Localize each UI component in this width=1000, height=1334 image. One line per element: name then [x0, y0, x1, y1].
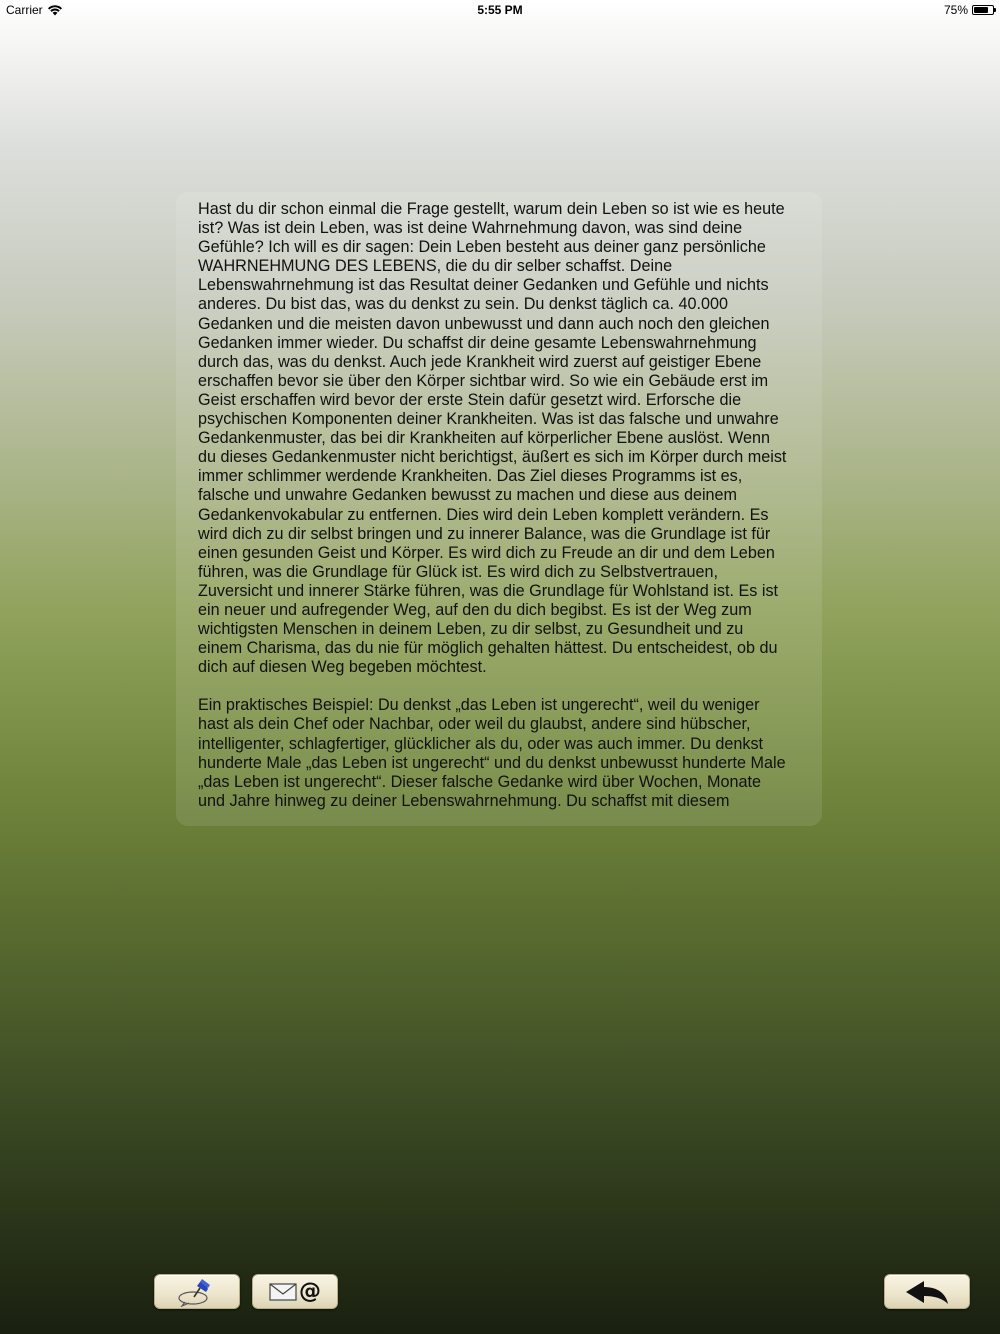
carrier-label: Carrier [6, 3, 43, 17]
pin-button[interactable] [154, 1274, 240, 1309]
mail-button[interactable] [252, 1274, 338, 1309]
status-bar [0, 0, 1000, 22]
battery-level-fill [974, 7, 988, 13]
envelope-icon [269, 1282, 297, 1302]
at-sign-icon: @ [299, 1279, 321, 1304]
battery-indicator [944, 3, 994, 17]
body-paragraph-2: Ein praktisches Beispiel: Du denkst „das Leben ist ungerecht“, weil du weniger hast als dein Chef oder Nachbar, oder weil du glaubst, andere sind hübscher, intelligenter, schlagfertiger, glücklicher als du, oder was auch immer. Du denkst hunderte Male „das Leben ist ungerecht“ und du denkst unbewusst hunderte Male „das Leben ist ungerecht“. Dieser falsche Gedanke wird über Wochen, Monate und Jahre hinweg zu deiner Lebenswahrnehmung. Du schaffst mit diesem [198, 696, 786, 810]
body-paragraph-1: Hast du dir schon einmal die Frage gestellt, warum dein Leben so ist wie es heute ist? Was ist dein Leben, was ist deine Wahrnehmung davon, was sind deine Gefühle? Ich will es dir sagen: Dein Leben besteht aus deiner ganz persönliche WAHRNEHMUNG DES LEBENS, die du dir selber schaffst. Deine Lebenswahrnehmung ist das Resultat deiner Gedanken und Gefühle und nichts anderes. Du bist das, was du denkst zu sein. Du denkst täglich ca. 40.000 Gedanken und die meisten davon unbewusst und dann auch noch den gleichen Gedanken immer wieder. Du schaffst dir deine gesamte Lebenswahrnehmung durch das, was du denkst. Auch jede Krankheit wird zuerst auf geistiger Ebene erschaffen bevor sie über den Körper sichtbar wird. So wie ein Gebäude erst im Geist erschaffen wird bevor der erste Stein dafür gesetzt wird. Erforsche die psychischen Komponenten deiner Krankheiten. Was ist das falsche und unwahre Gedankenmuster, das bei dir Krankheiten auf körperlicher Ebene auslöst. Wenn du dieses Gedankenmuster nicht berichtigst, äußert es sich im Körper durch meist immer schlimmer werdende Krankheiten. Das Ziel dieses Programms ist es, falsche und unwahre Gedanken bewusst zu machen und diese aus deinem Gedankenvokabular zu entfernen. Dies wird dein Leben komplett verändern. Es wird dich zu dir selbst bringen und zu innerer Balance, was die Grundlage ist für einen gesunden Geist und Körper. Es wird dich zu Freude an dir und dem Leben führen, was die Grundlage für Glück ist. Es wird dich zu Selbstvertrauen, Zuversicht und innerer Stärke führen, was die Grundlage für Wohlstand ist. Es ist ein neuer und aufregender Weg, auf den du dich begibst. Es ist der Weg zum wichtigsten Menschen in deinem Leben, zu dir selbst, zu Gesundheit und zu einem Charisma, das du nie für möglich gehalten hättest. Du entscheidest, ob du dich auf diesen Weg begeben möchtest. [198, 200, 787, 677]
status-time: 5:55 PM [477, 3, 523, 17]
back-arrow-icon [902, 1278, 952, 1306]
battery-icon [972, 5, 994, 15]
pushpin-speech-bubble-icon [177, 1277, 217, 1307]
battery-percent: 75% [943, 3, 968, 17]
back-button[interactable] [884, 1274, 970, 1309]
text-panel[interactable] [176, 192, 822, 826]
